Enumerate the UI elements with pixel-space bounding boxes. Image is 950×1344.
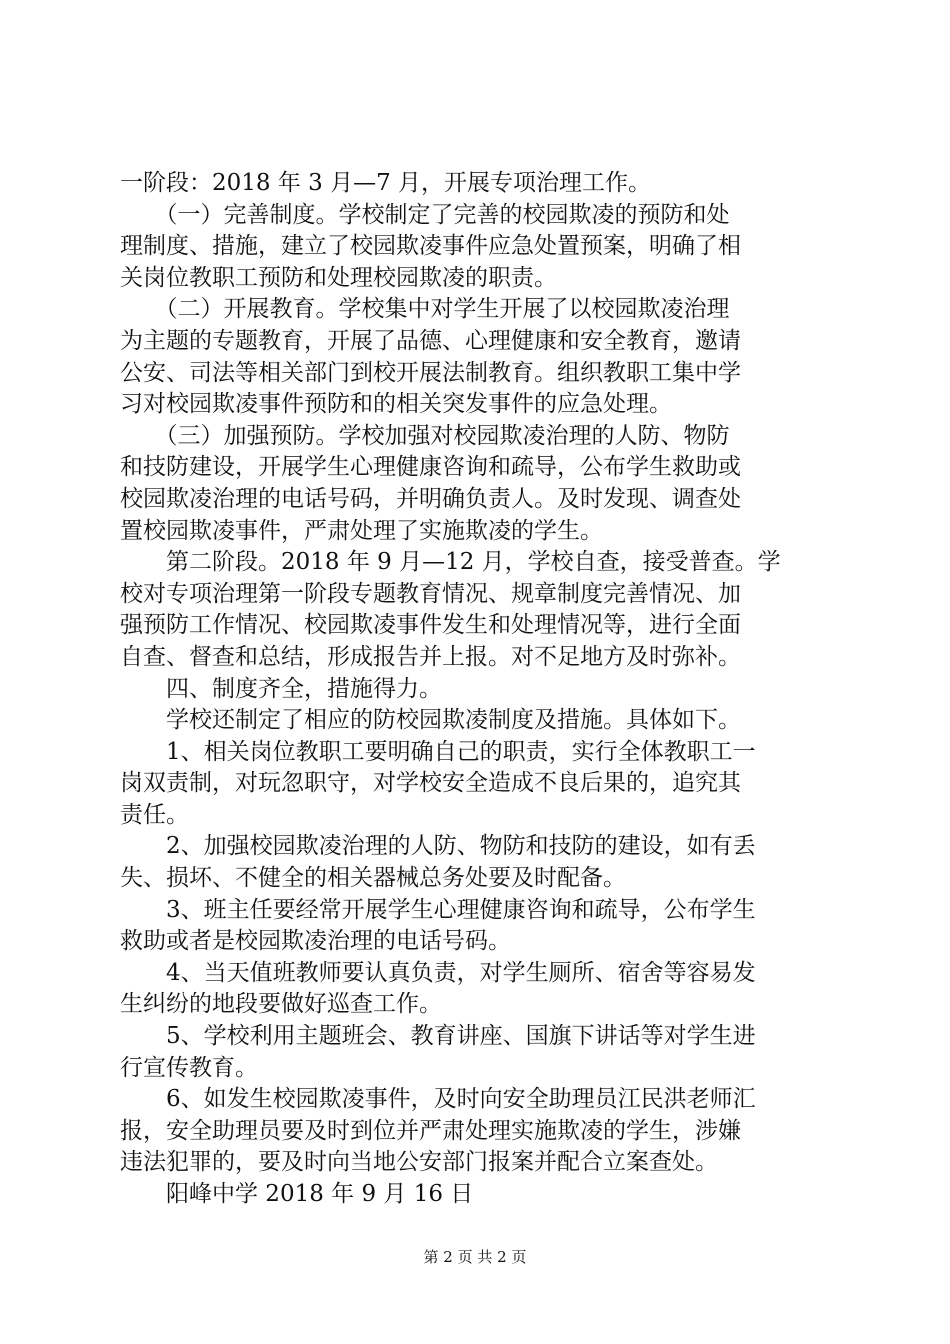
text-line: 5、学校利用主题班会、教育讲座、国旗下讲话等对学生进 [120, 1023, 756, 1050]
text-line: 阳峰中学 2018 年 9 月 16 日 [120, 1181, 474, 1207]
text-line: 校对专项治理第一阶段专题教育情况、规章制度完善情况、加 [120, 580, 741, 607]
text-line: 和技防建设，开展学生心理健康咨询和疏导，公布学生救助或 [120, 454, 741, 481]
text-line: 一阶段：2018 年 3 月—7 月，开展专项治理工作。 [120, 170, 652, 196]
text-line: 失、损坏、不健全的相关器械总务处要及时配备。 [120, 865, 626, 892]
text-line: （三）加强预防。学校加强对校园欺凌治理的人防、物防 [120, 422, 730, 449]
text-line: 公安、司法等相关部门到校开展法制教育。组织教职工集中学 [120, 359, 741, 386]
text-line: 违法犯罪的，要及时向当地公安部门报案并配合立案查处。 [120, 1149, 718, 1176]
text-line: （一）完善制度。学校制定了完善的校园欺凌的预防和处 [120, 201, 730, 228]
text-line: 强预防工作情况、校园欺凌事件发生和处理情况等，进行全面 [120, 612, 741, 639]
document-body [120, 168, 832, 1211]
text-line: 学校还制定了相应的防校园欺凌制度及措施。具体如下。 [120, 707, 741, 734]
text-line: 6、如发生校园欺凌事件，及时向安全助理员江民洪老师汇 [120, 1086, 756, 1113]
text-line: 2、加强校园欺凌治理的人防、物防和技防的建设，如有丢 [120, 833, 756, 860]
text-line: 第二阶段。2018 年 9 月—12 月，学校自查，接受普查。学 [120, 549, 781, 576]
text-line: 1、相关岗位教职工要明确自己的职责，实行全体教职工一 [120, 738, 756, 765]
text-line: 岗双责制，对玩忽职守，对学校安全造成不良后果的，追究其 [120, 770, 741, 797]
text-line: 4、当天值班教师要认真负责，对学生厕所、宿舍等容易发 [120, 959, 756, 986]
text-line: 理制度、措施，建立了校园欺凌事件应急处置预案，明确了相 [120, 233, 741, 260]
page-footer: 第 2 页 共 2 页 [423, 1248, 527, 1266]
text-line: （二）开展教育。学校集中对学生开展了以校园欺凌治理 [120, 296, 730, 323]
text-line: 责任。 [120, 801, 189, 828]
text-line: 校园欺凌治理的电话号码，并明确负责人。及时发现、调查处 [120, 485, 741, 512]
text-line: 为主题的专题教育，开展了品德、心理健康和安全教育，邀请 [120, 327, 741, 354]
text-line: 自查、督查和总结，形成报告并上报。对不足地方及时弥补。 [120, 643, 741, 670]
text-line: 置校园欺凌事件，严肃处理了实施欺凌的学生。 [120, 517, 603, 544]
text-line: 救助或者是校园欺凌治理的电话号码。 [120, 928, 511, 955]
text-line: 生纠纷的地段要做好巡查工作。 [120, 991, 442, 1018]
text-line: 关岗位教职工预防和处理校园欺凌的职责。 [120, 264, 557, 291]
text-line: 报，安全助理员要及时到位并严肃处理实施欺凌的学生，涉嫌 [120, 1117, 741, 1144]
text-line: 四、制度齐全，措施得力。 [120, 675, 442, 702]
text-line: 习对校园欺凌事件预防和的相关突发事件的应急处理。 [120, 391, 672, 418]
text-line: 行宣传教育。 [120, 1054, 258, 1081]
text-line: 3、班主任要经常开展学生心理健康咨询和疏导，公布学生 [120, 896, 756, 923]
